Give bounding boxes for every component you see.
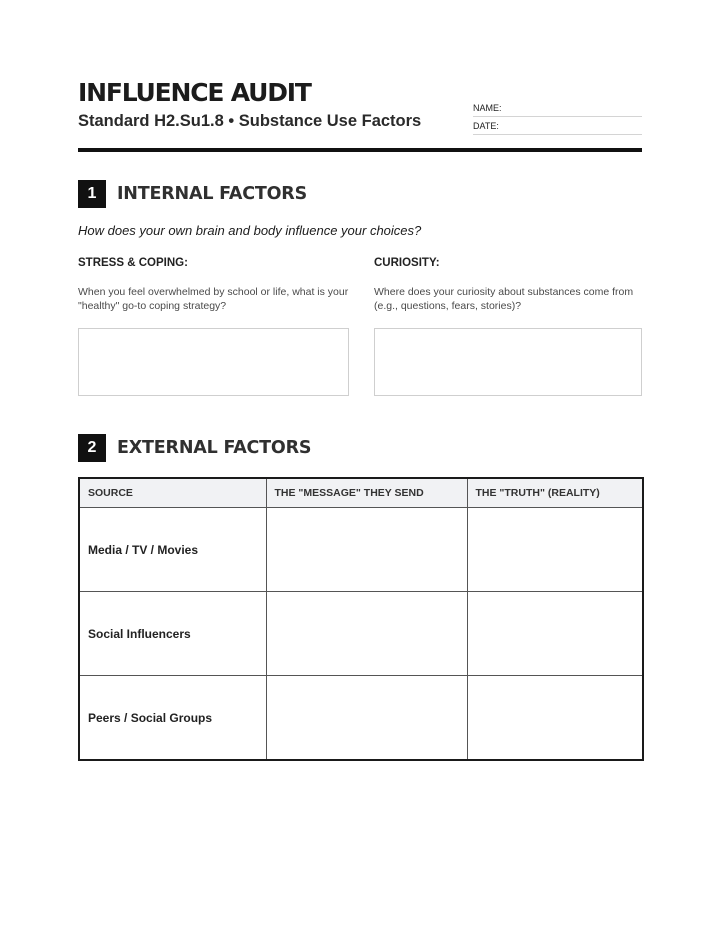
section-2-title: EXTERNAL FACTORS <box>117 438 312 458</box>
worksheet-title: INFLUENCE AUDIT <box>78 78 311 107</box>
external-factors-table <box>78 477 644 761</box>
truth-answer-cell[interactable] <box>467 592 643 676</box>
curiosity-prompt: Where does your curiosity about substances come from (e.g., questions, fears, stories)? <box>374 286 634 312</box>
stress-coping-column <box>78 255 349 396</box>
source-cell: Media / TV / Movies <box>79 508 266 592</box>
curiosity-column <box>374 255 642 396</box>
header-message: THE "MESSAGE" THEY SEND <box>266 478 467 508</box>
header-divider <box>78 148 642 152</box>
date-label: DATE: <box>473 121 499 131</box>
section-1-number: 1 <box>78 180 106 208</box>
message-answer-cell[interactable] <box>266 592 467 676</box>
truth-answer-cell[interactable] <box>467 676 643 761</box>
name-field[interactable] <box>473 102 642 117</box>
source-cell: Social Influencers <box>79 592 266 676</box>
header-source: SOURCE <box>79 478 266 508</box>
section-2-number: 2 <box>78 434 106 462</box>
worksheet-page <box>78 0 642 932</box>
source-cell: Peers / Social Groups <box>79 676 266 761</box>
stress-coping-answer-box[interactable] <box>78 328 349 396</box>
curiosity-answer-box[interactable] <box>374 328 642 396</box>
table-header-row <box>79 478 643 508</box>
stress-coping-label: STRESS & COPING: <box>78 257 188 269</box>
message-answer-cell[interactable] <box>266 508 467 592</box>
curiosity-label: CURIOSITY: <box>374 257 440 269</box>
table-row <box>79 676 643 761</box>
section-1-title: INTERNAL FACTORS <box>117 184 307 204</box>
section-1-question: How does your own brain and body influence your choices? <box>78 223 422 238</box>
stress-coping-prompt: When you feel overwhelmed by school or life, what is your "healthy" go-to coping strategy? <box>78 286 349 312</box>
truth-answer-cell[interactable] <box>467 508 643 592</box>
date-field[interactable] <box>473 120 642 135</box>
header-truth: THE "TRUTH" (REALITY) <box>467 478 643 508</box>
table-row <box>79 508 643 592</box>
message-answer-cell[interactable] <box>266 676 467 761</box>
table-row <box>79 592 643 676</box>
name-label: NAME: <box>473 103 502 113</box>
worksheet-subtitle: Standard H2.Su1.8 • Substance Use Factors <box>78 112 422 130</box>
